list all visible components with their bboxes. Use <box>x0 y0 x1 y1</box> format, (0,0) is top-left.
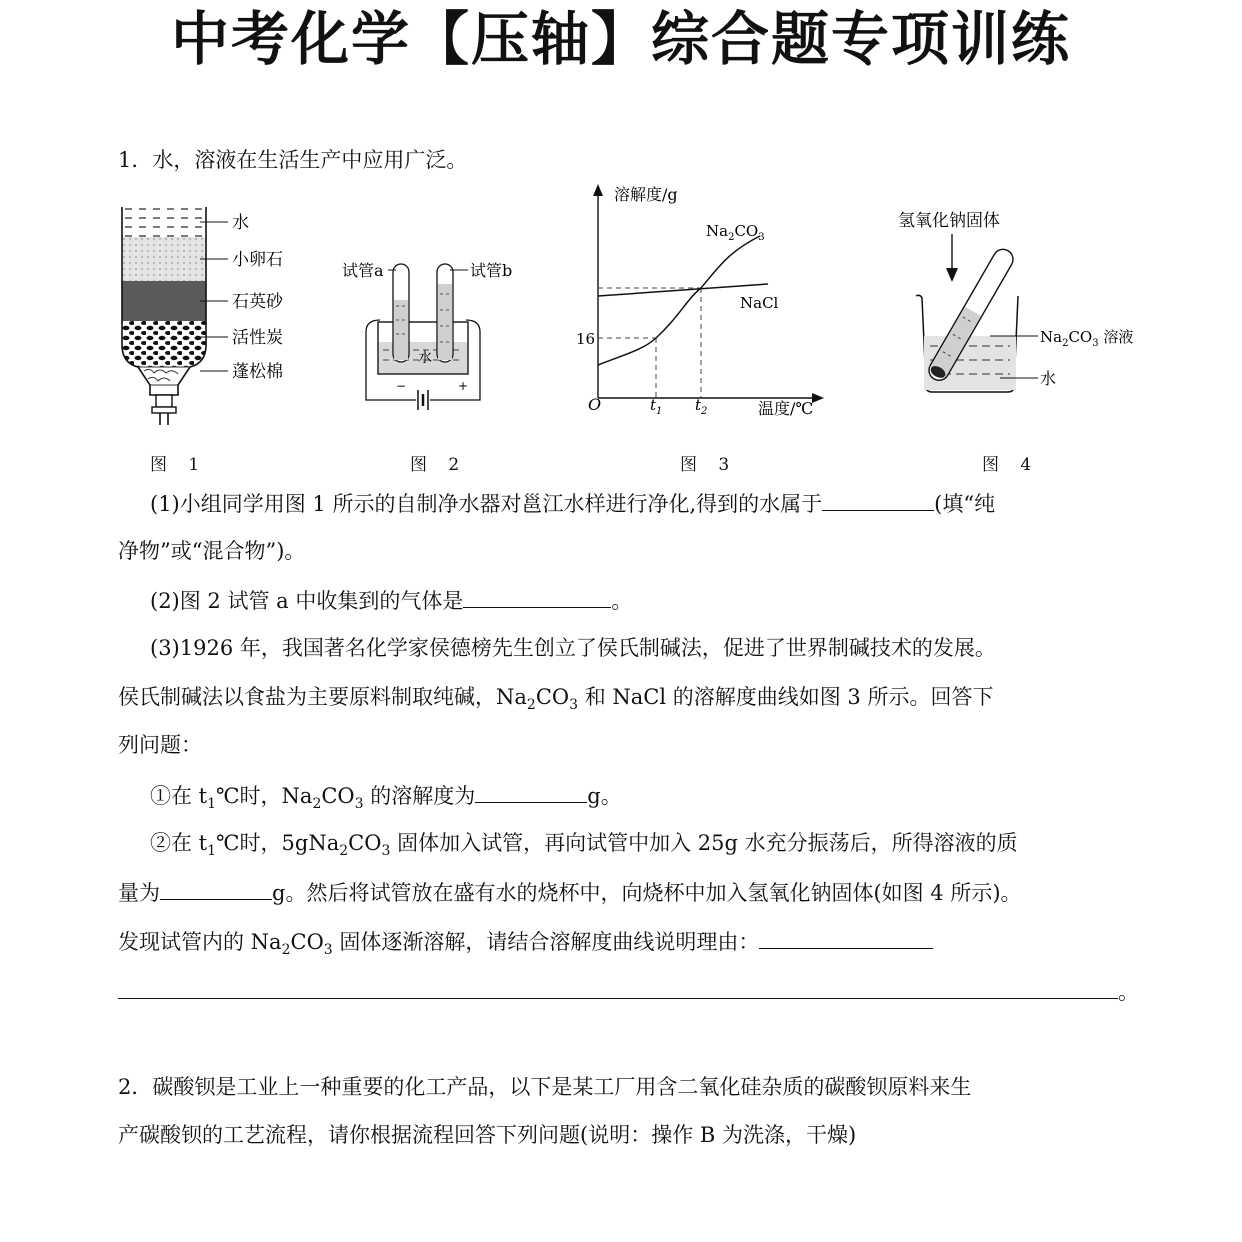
figure-2-caption: 图 2 <box>410 455 468 475</box>
fig4-top-label: 氢氧化钠固体 <box>898 211 1000 231</box>
fig3-y-tick-16: 16 <box>576 330 596 348</box>
figure-1-caption: 图 1 <box>150 455 208 475</box>
q1-part1-line1: (1)小组同学用图 1 所示的自制净水器对邕江水样进行净化,得到的水属于 (填“纯 <box>150 488 995 519</box>
q1-sub2-line4: 。 <box>118 976 1139 1007</box>
q1-part1-line2: 净物”或“混合物”)。 <box>118 539 306 563</box>
figure-4-beaker <box>880 200 1150 400</box>
answer-blank-4[interactable] <box>160 877 272 900</box>
figure-1-water-purifier <box>110 195 330 430</box>
fig4-water-label: 水 <box>1040 369 1057 388</box>
answer-blank-1[interactable] <box>822 488 934 511</box>
fig2-minus-sign: − <box>396 379 407 393</box>
figure-2-electrolysis <box>338 250 538 415</box>
answer-blank-5[interactable] <box>759 926 933 949</box>
fig3-series-label-na2co3: $Na_2CO_3$ <box>706 222 765 243</box>
figure-4-caption: 图 4 <box>982 455 1040 475</box>
figure-3-solubility-chart <box>568 180 838 425</box>
fig2-tube-b-label: 试管b <box>470 261 513 280</box>
figure-3-caption: 图 3 <box>680 455 738 475</box>
answer-blank-2[interactable] <box>463 585 611 608</box>
fig1-label-cotton: 蓬松棉 <box>232 362 283 382</box>
fig3-t1-tick: $t_1$ <box>650 396 663 417</box>
q1-part3-line1: (3)1926 年，我国著名化学家侯德榜先生创立了侯氏制碱法，促进了世界制碱技术的发展。 <box>150 636 996 660</box>
question-2-line1: 2．碳酸钡是工业上一种重要的化工产品，以下是某工厂用含二氧化硅杂质的碳酸钡原料来生 <box>118 1075 972 1099</box>
fig2-plus-sign: + <box>458 379 469 393</box>
q1-part3-line2: 侯氏制碱法以食盐为主要原料制取纯碱，$Na_2CO_3$ 和 NaCl 的溶解度曲线如图 3 所示。回答下 <box>118 685 994 714</box>
fig3-series-label-nacl: NaCl <box>740 294 779 312</box>
fig2-tube-a-label: 试管a <box>342 261 384 280</box>
fig4-solution-label: $Na_2CO_3$ 溶液 <box>1040 328 1134 349</box>
q1-sub2-line3: 发现试管内的 $Na_2CO_3$ 固体逐渐溶解，请结合溶解度曲线说明理由： <box>118 926 933 965</box>
question-1-stem: 1．水，溶液在生活生产中应用广泛。 <box>118 148 468 172</box>
fig1-label-water: 水 <box>232 213 249 233</box>
answer-blank-3[interactable] <box>475 780 587 803</box>
q1-sub2-line1: ②在 $t_1℃$时，$5gNa_2CO_3$ 固体加入试管，再向试管中加入 25g 水充分振荡后，所得溶液的质 <box>150 831 1018 860</box>
q1-sub1: ①在 $t_1℃$时，$Na_2CO_3$ 的溶解度为 g。 <box>150 780 622 819</box>
question-2-line2: 产碳酸钡的工艺流程，请你根据流程回答下列问题(说明：操作 B 为洗涤，干燥) <box>118 1123 857 1147</box>
fig1-label-quartz-sand: 石英砂 <box>232 292 283 312</box>
fig3-t2-tick: $t_2$ <box>695 396 708 417</box>
fig3-series-na2co3 <box>598 236 760 365</box>
q1-sub2-line2: 量为 g。然后将试管放在盛有水的烧杯中，向烧杯中加入氢氧化钠固体(如图 4 所示)。 <box>118 877 1022 908</box>
q1-part3-line3: 列问题： <box>118 733 202 757</box>
q1-part2: (2)图 2 试管 a 中收集到的气体是 。 <box>150 585 632 616</box>
answer-blank-6[interactable] <box>118 976 1118 999</box>
fig3-origin: O <box>588 395 602 414</box>
fig3-x-axis-label: 温度/℃ <box>758 399 814 418</box>
fig1-label-activated-carbon: 活性炭 <box>232 328 283 348</box>
fig3-y-axis-label: 溶解度/g <box>614 185 678 204</box>
page-title: 中考化学【压轴】综合题专项训练 <box>170 5 1071 73</box>
fig2-water-label: 水 <box>418 350 432 366</box>
fig1-label-pebbles: 小卵石 <box>232 250 283 270</box>
